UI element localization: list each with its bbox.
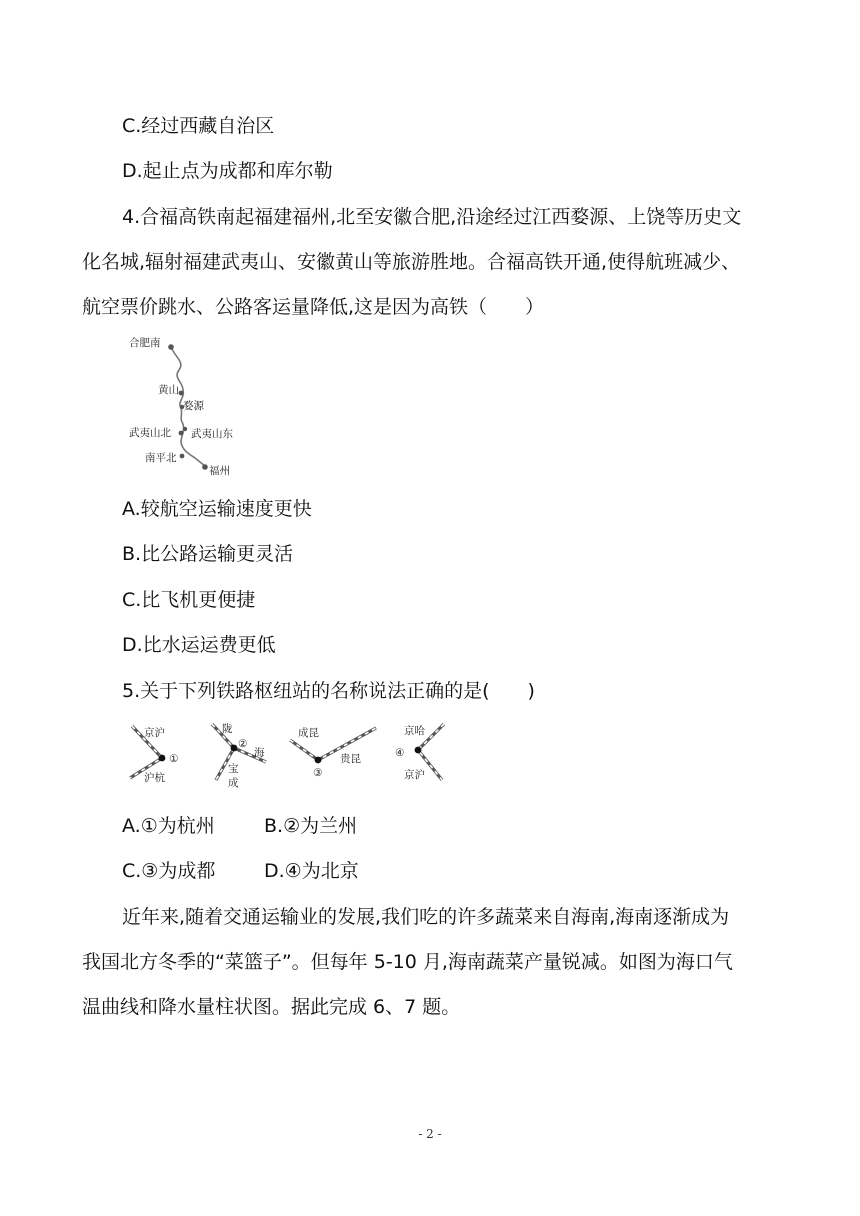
page-number: - 2 - <box>418 1127 442 1141</box>
q4-stem-line2: 化名城,辐射福建武夷山、安徽黄山等旅游胜地。合福高铁开通,使得航班减少、 <box>82 251 741 273</box>
station-dot-wuyishandong <box>183 427 187 431</box>
q5-option-b: B.②为兰州 <box>264 815 358 837</box>
station-dot-hefeinan <box>168 344 174 350</box>
hub3-label-chengkun: 成昆 <box>298 727 319 739</box>
hub2-label-bao: 宝 <box>228 763 239 775</box>
hefu-railway-map <box>125 332 255 482</box>
hub2-label-cheng: 成 <box>228 777 239 789</box>
q4-option-d: D.比水运运费更低 <box>122 634 276 656</box>
passage-line3: 温曲线和降水量柱状图。据此完成 6、7 题。 <box>82 996 461 1018</box>
station-dot-fuzhou <box>202 464 208 470</box>
railway-hub-1 <box>122 718 194 786</box>
q5-option-c: C.③为成都 <box>122 860 216 882</box>
railway-hub-3 <box>284 718 382 782</box>
station-dot-nanpingbei <box>180 454 185 459</box>
passage-line1: 近年来,随着交通运输业的发展,我们吃的许多蔬菜来自海南,海南逐渐成为 <box>122 906 730 928</box>
hub3-label-guikun: 贵昆 <box>340 753 361 765</box>
q3-option-d: D.起止点为成都和库尔勒 <box>122 160 333 182</box>
passage-line2: 我国北方冬季的“菜篮子”。但每年 5-10 月,海南蔬菜产量锐减。如图为海口气 <box>82 951 733 973</box>
railway-hub-2 <box>202 716 274 790</box>
hub2-number: ② <box>238 738 248 750</box>
q4-option-c: C.比飞机更便捷 <box>122 589 256 611</box>
hub4-number: ④ <box>395 747 405 759</box>
hub3-number: ③ <box>313 767 323 779</box>
hub1-label-jinghu: 京沪 <box>144 727 165 739</box>
q3-option-c: C.经过西藏自治区 <box>122 115 275 137</box>
station-label-huangshan: 黄山 <box>158 384 179 396</box>
q5-option-d: D.④为北京 <box>264 860 359 882</box>
hub4-label-jingha: 京哈 <box>404 725 425 737</box>
station-dot-wuyishanbei <box>179 431 184 436</box>
station-label-nanpingbei: 南平北 <box>145 452 177 464</box>
hub1-number: ① <box>169 753 179 765</box>
q4-option-a: A.较航空运输速度更快 <box>122 498 312 520</box>
hub1-label-huhang: 沪杭 <box>144 772 165 784</box>
q5-stem: 5.关于下列铁路枢纽站的名称说法正确的是( ) <box>122 680 535 702</box>
station-dot-huangshan <box>179 391 184 396</box>
station-label-wuyishandong: 武夷山东 <box>191 428 233 440</box>
q4-option-b: B.比公路运输更灵活 <box>122 543 294 565</box>
q4-stem-line1: 4.合福高铁南起福建福州,北至安徽合肥,沿途经过江西婺源、上饶等历史文 <box>122 206 742 228</box>
station-label-fuzhou: 福州 <box>209 465 230 477</box>
station-label-wuyishanbei: 武夷山北 <box>129 427 171 439</box>
hub2-label-long: 陇 <box>222 723 233 735</box>
hub4-label-jinghu: 京沪 <box>404 769 425 781</box>
station-label-hefeinan: 合肥南 <box>129 337 161 349</box>
q5-option-a: A.①为杭州 <box>122 815 215 837</box>
station-label-wuyuan: 婺源 <box>183 400 204 412</box>
railway-hub-4 <box>392 718 456 784</box>
hub2-label-hai: 海 <box>254 747 265 759</box>
q4-stem-line3: 航空票价跳水、公路客运量降低,这是因为高铁（ ） <box>82 296 545 318</box>
